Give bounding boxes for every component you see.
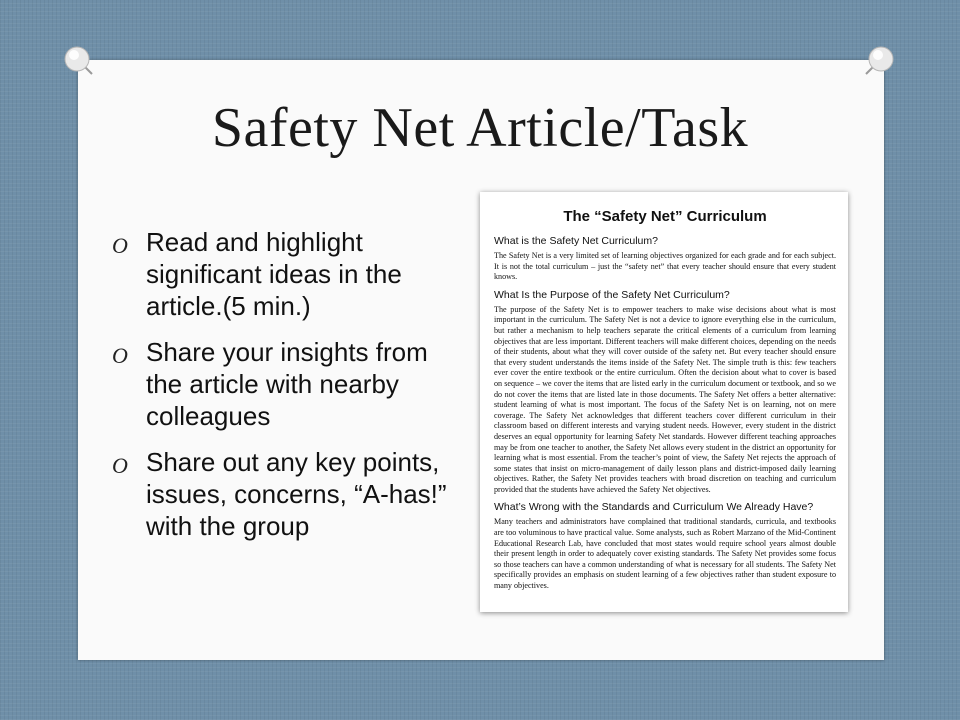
bullet-marker: O [112, 343, 128, 368]
bullet-marker: O [112, 233, 128, 258]
article-title: The “Safety Net” Curriculum [563, 208, 767, 225]
article-image [480, 192, 848, 612]
article-section-heading: What’s Wrong with the Standards and Curriculum We Already Have? [494, 501, 814, 514]
bullet-item [112, 446, 462, 542]
bullet-text: Read and highlight significant ideas in the article.(5 min.) [146, 227, 402, 321]
pushpin-icon [860, 42, 898, 80]
bullet-item [112, 226, 462, 322]
slide-title: Safety Net Article/Task [211, 97, 749, 159]
bullet-item [112, 336, 462, 432]
bullet-text: Share your insights from the article with nearby colleagues [146, 337, 428, 431]
article-section-heading: What is the Safety Net Curriculum? [494, 235, 658, 247]
bullet-marker: O [112, 453, 128, 478]
bullet-text: Share out any key points, issues, concerns, “A-has!” with the group [146, 447, 447, 541]
article-section-body: The Safety Net is a very limited set of learning objectives organized for each grade and for each subject. It is not the total curriculum – just the “safety net” that every teacher should ensure that every student knows. [494, 251, 836, 282]
bullet-list [112, 226, 462, 556]
pushpin-icon [60, 42, 98, 80]
article-section-heading: What Is the Purpose of the Safety Net Curriculum? [494, 288, 730, 301]
article-section-body: The purpose of the Safety Net is to empower teachers to make wise decisions about what is most important in the curriculum. The Safety Net is not a device to ignore everything else in the curriculum, but rather a mechanism to help teachers separate the critical elements of a curriculum from learning objectives that are less important. Different teachers will make different choices, depending on the needs of their students, about what they will cover outside of the safety net. But every teacher should ensure that every student understands the items inside of the Safety Net. The simple truth is this: few teachers ever cover the entire textbook or the entire curriculum. Often the decision about what to cover is based on sequence – we cover the items that are listed early in the curriculum document or textbook, and so we do not cover the items that are listed late in those documents. The Safety Net offers a better alternative: student learning of what is most important. The focus of the Safety Net is on learning, not on mere coverage. The Safety Net acknowledges that different teachers cover different curriculum in their classroom based on different interests and varying student needs. However, every student in the district deserves an equal opportunity for learning Safety Net standards. However different teaching approaches may be from one teacher to another, the Safety Net allows every student in the district an opportunity for learning what is most essential. From the teacher’s point of view, the Safety Net rejects the approach of some states that insist on micro-management of daily lesson plans and district-imposed daily learning objectives. Rather, the Safety Net provides teachers with broad discretion on teaching and curriculum provided that the students have achieved the Safety Net objectives. [494, 304, 836, 494]
article-section-body: Many teachers and administrators have complained that traditional standards, curricula, and textbooks are too voluminous to have practical value. Some analysts, such as Robert Marzano of the Mid-Continent Educational Research Lab, have concluded that most states would require school years almost double their present length in order to adequately cover existing standards. The Safety Net provides some focus so those teachers can have a common understanding of what is necessary for all students. The Safety Net specifically provides an emphasis on student learning of a few objectives rather than student exposure to many objectives. [494, 517, 836, 591]
